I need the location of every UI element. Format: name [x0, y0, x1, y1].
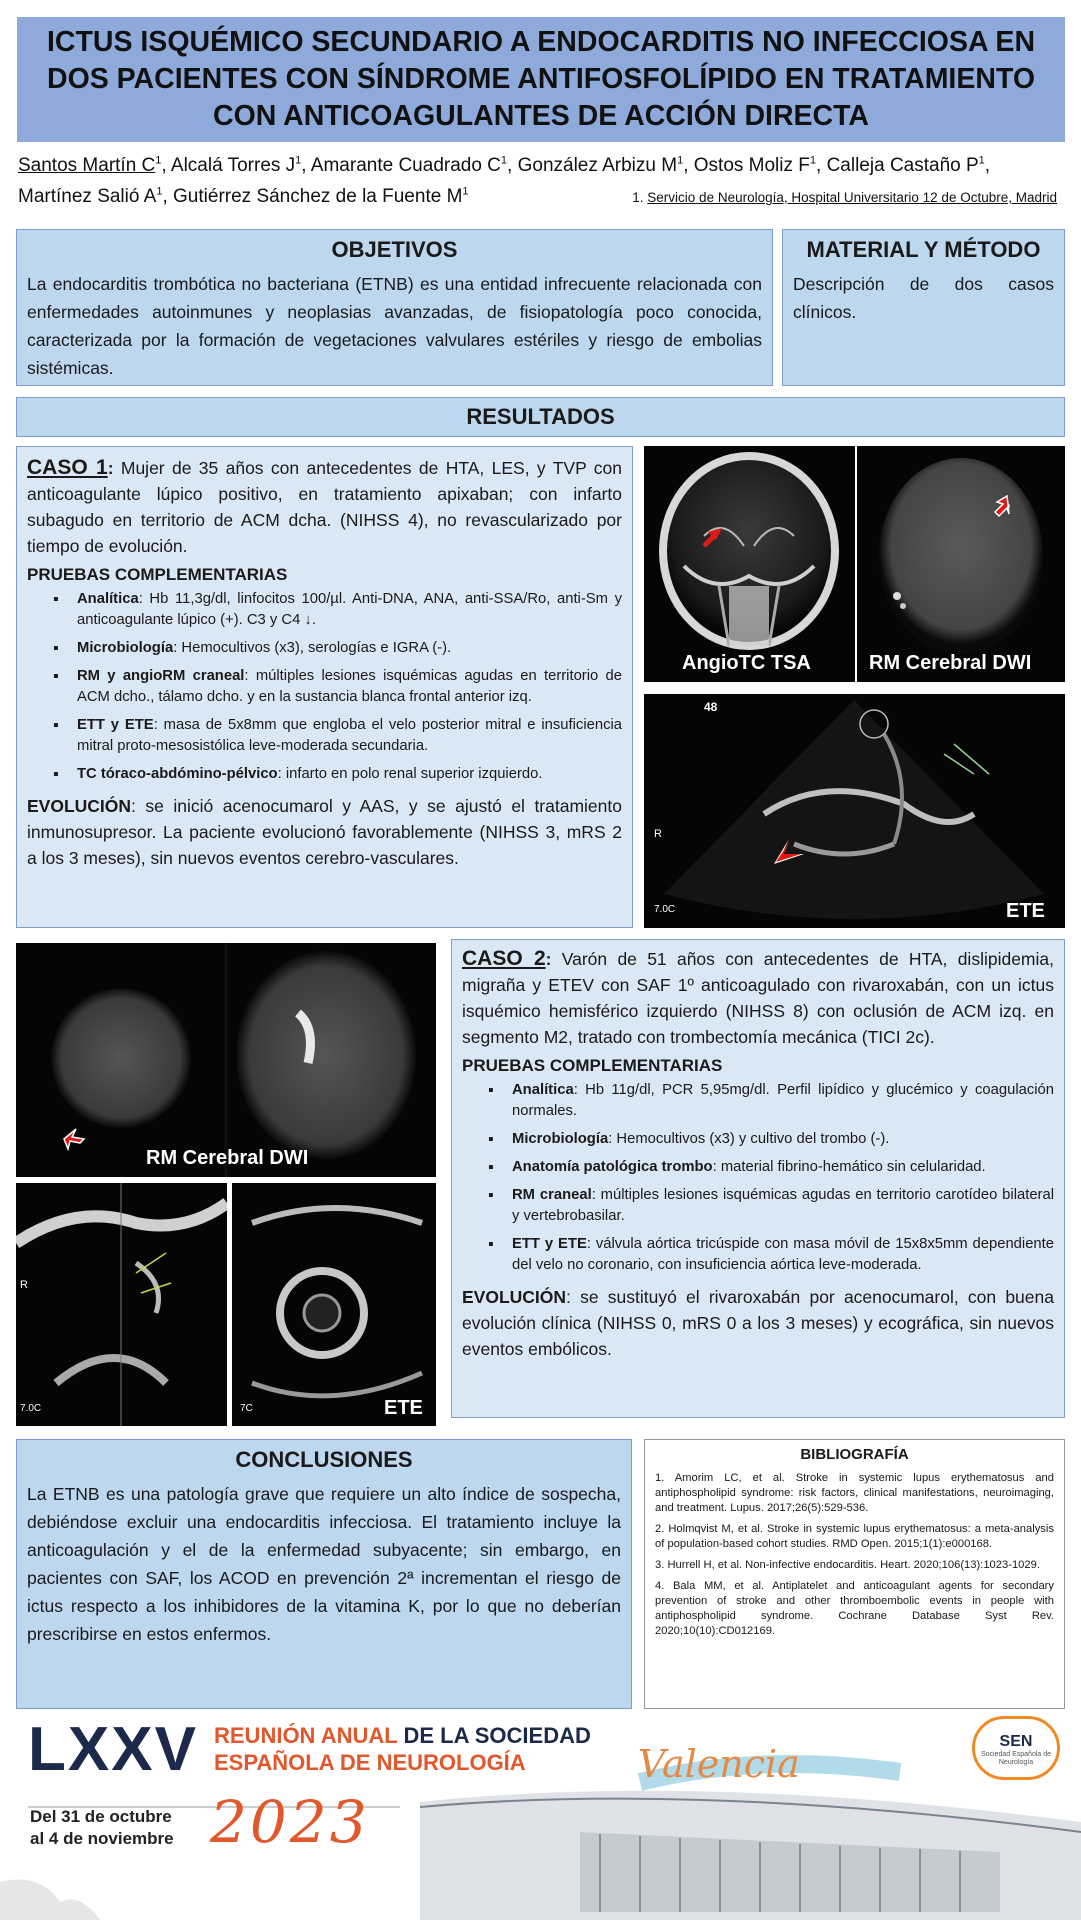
congress-city: Valencia — [638, 1742, 800, 1786]
objetivos-title: OBJETIVOS — [331, 237, 458, 262]
objetivos-text: La endocarditis trombótica no bacteriana (ETNB) es una entidad infrecuente relacionada con enfermedades autoinmunes y neoplasias avanzadas, de fisiopatología poco conocida, caracterizada por la formación de vegetaciones valvulares estériles y riesgo de embolias sistémicas. — [27, 274, 762, 378]
caso2-pruebas-title: PRUEBAS COMPLEMENTARIAS — [462, 1056, 723, 1075]
conclusiones-title: CONCLUSIONES — [235, 1447, 413, 1472]
author-list: Santos Martín $C^1$, Alcalá Torres $J^1$, Amarante Cuadrado $C^1$, González Arbizu $M^1$, Ostos Moliz $F^1$, Calleja Castaño $P^1$, Martínez Salió $A^1$, Gutiérrez Sánchez de la Fuente $M^1$ — [18, 154, 991, 207]
list-item: ▪ Microbiología: Hemocultivos (x3) y cultivo del trombo (-). — [488, 1129, 1054, 1150]
caso1-intro: CASO 1: Mujer de 35 años con antecedentes de HTA, LES, y TVP con anticoagulante lúpico positivo, en tratamiento apixaban; con infarto subagudo en territorio de ACM dcha. (NIHSS 4), no revascularizado por tiempo de evolución. — [27, 456, 623, 556]
ete-figure-1 — [644, 694, 1065, 928]
caso2-intro: CASO 2: Varón de 51 años con antecedentes de HTA, dislipidemia, migraña y ETEV con SAF 1º anticoagulado con rivaroxabán, con un ictus isquémico hemisférico izquierdo (NIHSS 8) con oclusión de ACM izq. en segmento M2, tratado con trombectomía mecánica (TICI 2c). — [462, 947, 1054, 1047]
caso2-section — [451, 939, 1065, 1418]
rm-dwi-image-1 — [857, 446, 1065, 682]
caso2-tests-list — [488, 1080, 1054, 1276]
rm-dwi-image-2 — [16, 943, 436, 1177]
reference-item: 1. Amorim LC, et al. Stroke in systemic lupus erythematosus and antiphospholipid syndrome: risk factors, clinical manifestations, neuroimaging, and treatment. Lupus. 2017;26(5):529-536. — [655, 1472, 1054, 1514]
caso2-evolucion: EVOLUCIÓN: se sustituyó el rivaroxabán por acenocumarol, con buena evolución clínica (NIHSS 0, mRS 0 a los 3 meses) y ecográfica, sin nuevos eventos embólicos. — [462, 1287, 1054, 1359]
ete2a-tag-t: 7.0C — [20, 1403, 42, 1414]
conclusiones-section — [16, 1439, 632, 1709]
list-item: ▪ Anatomía patológica trombo: material fibrino-hemático sin celularidad. — [488, 1157, 1054, 1178]
ete2b-tag: 7C — [240, 1403, 253, 1414]
reference-item: 2. Holmqvist M, et al. Stroke in systemic lupus erythematosus: a meta-analysis of population-based cohort studies. RMD Open. 2015;1(1):e000168. — [655, 1523, 1054, 1550]
list-item: ▪ Analítica: Hb 11,3g/dl, linfocitos 100/µl. Anti-DNA, ANA, anti-SSA/Ro, anti-Sm y anticoagulante lúpico (+). C3 y C4 ↓. — [53, 589, 622, 631]
rm-dwi-figure-1 — [857, 446, 1065, 682]
ete-image-2b — [232, 1183, 436, 1426]
congress-dates: Del 31 de octubre al 4 de noviembre — [30, 1807, 174, 1848]
bibliografia-title: BIBLIOGRAFÍA — [800, 1446, 909, 1463]
ete-degree: 48 — [704, 700, 718, 714]
material-section — [782, 229, 1065, 386]
reference-item: 4. Bala MM, et al. Antiplatelet and anticoagulant agents for secondary prevention of stroke and other thromboembolic events in people with antiphospholipid syndrome. Cochrane Database Syst Rev. 2020;10(10):CD012169. — [655, 1580, 1054, 1637]
ete-label-2: ETE — [384, 1397, 423, 1419]
affiliation: 1. Servicio de Neurología, Hospital Universitario 12 de Octubre, Madrid — [632, 190, 1057, 205]
caso1-heading: CASO 1 — [27, 456, 108, 479]
sen-logo: SEN Sociedad Española de Neurología — [972, 1716, 1060, 1780]
conclusiones-text: La ETNB es una patología grave que requiere un alto índice de sospecha, debiéndose excluir una endocarditis infecciosa. El tratamiento incluye la anticoagulación y el de la enfermedad subyacente; sin embargo, en pacientes con SAF, los ACOD en prevención 2ª incrementan el riesgo de ictus respecto a los inhibidores de la vitamina K, por lo que no deberían prescribirse en estos enfermos. — [27, 1484, 621, 1644]
resultados-title: RESULTADOS — [466, 404, 615, 429]
ete-image-1 — [644, 694, 1065, 928]
list-item: ▪ RM craneal: múltiples lesiones isquémicas agudas en territorio carotídeo bilateral y vertebrobasilar. — [488, 1185, 1054, 1227]
material-text: Descripción de dos casos clínicos. — [793, 274, 1054, 322]
list-item: ▪ RM y angioRM craneal: múltiples lesiones isquémicas agudas en territorio de ACM dcho., tálamo dcho. y en la sustancia blanca frontal anterior izq. — [53, 666, 622, 708]
rm-label-1: RM Cerebral DWI — [869, 652, 1032, 674]
caso1-evolucion: EVOLUCIÓN: se inició acenocumarol y AAS, y se ajustó el tratamiento inmunosupresor. La paciente evolucionó favorablemente (NIHSS 3, mRS 2 a los 3 meses), sin nuevos eventos cerebro-vasculares. — [27, 796, 622, 868]
rm-dwi-figure-2 — [16, 943, 436, 1177]
congress-footer — [0, 1712, 1081, 1920]
angio-ct-figure — [644, 446, 855, 682]
ete-figure-2a — [16, 1183, 227, 1426]
angio-label: AngioTC TSA — [682, 652, 811, 674]
ete2a-tag-r: R — [20, 1279, 28, 1291]
angio-ct-image — [644, 446, 855, 682]
bibliografia-section — [644, 1439, 1065, 1709]
caso1-section — [16, 446, 633, 928]
rm-label-2: RM Cerebral DWI — [146, 1147, 309, 1169]
list-item: ▪ ETT y ETE: válvula aórtica tricúspide con masa móvil de 15x8x5mm dependiente del velo no coronario, con insuficiencia aórtica leve-moderada. — [488, 1234, 1054, 1276]
caso2-heading: CASO 2 — [462, 947, 546, 970]
objetivos-section — [16, 229, 773, 386]
title-banner — [17, 17, 1065, 142]
caso1-pruebas-title: PRUEBAS COMPLEMENTARIAS — [27, 565, 288, 584]
resultados-header — [16, 397, 1065, 437]
list-item: ▪ Analítica: Hb 11g/dl, PCR 5,95mg/dl. Perfil lipídico y glucémico y coagulación normales. — [488, 1080, 1054, 1122]
material-title: MATERIAL Y MÉTODO — [806, 237, 1041, 262]
caso1-tests-list — [53, 589, 622, 785]
author-first: Santos Martín C — [18, 155, 156, 176]
congress-name: REUNIÓN ANUAL DE LA SOCIEDAD ESPAÑOLA DE NEUROLOGÍA — [214, 1723, 591, 1775]
ete-figure-2b — [232, 1183, 436, 1426]
congress-number: LXXV — [28, 1715, 198, 1784]
ete-label-1: ETE — [1006, 900, 1045, 922]
poster-title: ICTUS ISQUÉMICO SECUNDARIO A ENDOCARDITIS NO INFECCIOSA EN DOS PACIENTES CON SÍNDROME ANTIFOSFOLÍPIDO EN TRATAMIENTO CON ANTICOAGULANTES DE ACCIÓN DIRECTA — [46, 26, 1036, 132]
congress-year: 2023 — [210, 1788, 370, 1856]
reference-item: 3. Hurrell H, et al. Non-infective endocarditis. Heart. 2020;106(13):1023-1029. — [655, 1559, 1040, 1571]
ete-image-2a — [16, 1183, 227, 1426]
list-item: ▪ Microbiología: Hemocultivos (x3), serologías e IGRA (-). — [53, 638, 622, 659]
list-item: ▪ TC tóraco-abdómino-pélvico: infarto en polo renal superior izquierdo. — [53, 764, 622, 785]
ete-tag-t: 7.0C — [654, 904, 676, 915]
list-item: ▪ ETT y ETE: masa de 5x8mm que engloba el velo posterior mitral e insuficiencia mitral proto-mesosistólica leve-moderada secundaria. — [53, 715, 622, 757]
ete-tag-r: R — [654, 828, 662, 840]
